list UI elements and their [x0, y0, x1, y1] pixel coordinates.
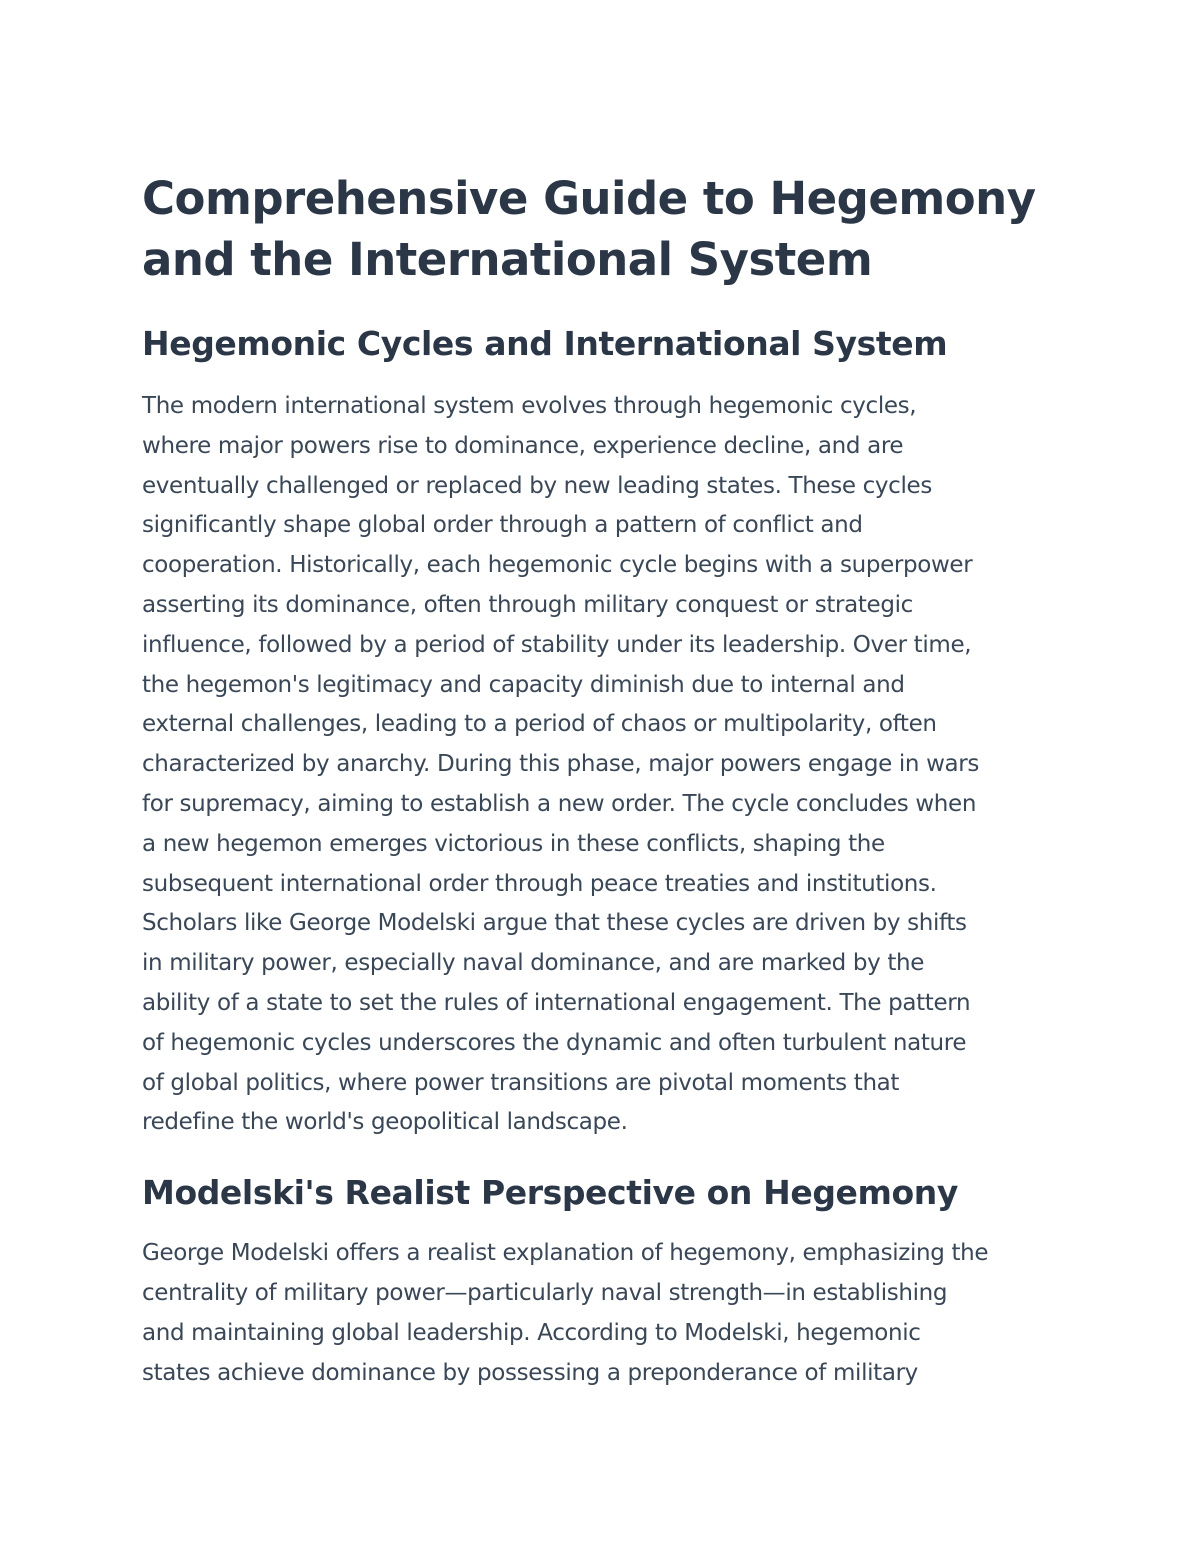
- paragraph-line: of global politics, where power transitions are pivotal moments that: [142, 1069, 900, 1096]
- title-line: Comprehensive Guide to Hegemony: [142, 172, 1036, 225]
- paragraph-line: the hegemon's legitimacy and capacity diminish due to internal and: [142, 671, 905, 698]
- paragraph-line: where major powers rise to dominance, experience decline, and are: [142, 432, 904, 459]
- paragraph-line: asserting its dominance, often through military conquest or strategic: [142, 591, 913, 618]
- section-paragraph-modelski: [142, 1234, 1062, 1393]
- paragraph-line: Scholars like George Modelski argue that these cycles are driven by shifts: [142, 910, 967, 937]
- paragraph-line: George Modelski offers a realist explanation of hegemony, emphasizing the: [142, 1240, 989, 1267]
- paragraph-line: and maintaining global leadership. According to Modelski, hegemonic: [142, 1319, 921, 1346]
- paragraph-line: for supremacy, aiming to establish a new order. The cycle concludes when: [142, 790, 977, 817]
- section-heading-hegemonic-cycles: Hegemonic Cycles and International System: [142, 324, 948, 363]
- document-page: [142, 168, 1062, 1393]
- paragraph-line: characterized by anarchy. During this phase, major powers engage in wars: [142, 751, 980, 778]
- paragraph-line: centrality of military power—particularly naval strength—in establishing: [142, 1279, 948, 1306]
- paragraph-line: states achieve dominance by possessing a preponderance of military: [142, 1359, 918, 1386]
- paragraph-line: external challenges, leading to a period of chaos or multipolarity, often: [142, 711, 937, 738]
- paragraph-line: influence, followed by a period of stability under its leadership. Over time,: [142, 631, 972, 658]
- paragraph-line: redefine the world's geopolitical landscape.: [142, 1109, 628, 1136]
- document-title: [142, 168, 1062, 290]
- paragraph-line: cooperation. Historically, each hegemonic cycle begins with a superpower: [142, 552, 973, 579]
- section-paragraph-hegemonic-cycles: [142, 387, 1062, 1143]
- paragraph-line: a new hegemon emerges victorious in these conflicts, shaping the: [142, 830, 885, 857]
- paragraph-line: significantly shape global order through a pattern of conflict and: [142, 512, 863, 539]
- paragraph-line: of hegemonic cycles underscores the dynamic and often turbulent nature: [142, 1029, 967, 1056]
- paragraph-line: in military power, especially naval dominance, and are marked by the: [142, 950, 925, 977]
- title-line: and the International System: [142, 233, 873, 286]
- section-heading-modelski: Modelski's Realist Perspective on Hegemony: [142, 1173, 958, 1213]
- paragraph-line: The modern international system evolves through hegemonic cycles,: [142, 393, 917, 419]
- paragraph-line: ability of a state to set the rules of international engagement. The pattern: [142, 989, 971, 1016]
- paragraph-line: eventually challenged or replaced by new leading states. These cycles: [142, 472, 932, 499]
- paragraph-line: subsequent international order through peace treaties and institutions.: [142, 870, 937, 897]
